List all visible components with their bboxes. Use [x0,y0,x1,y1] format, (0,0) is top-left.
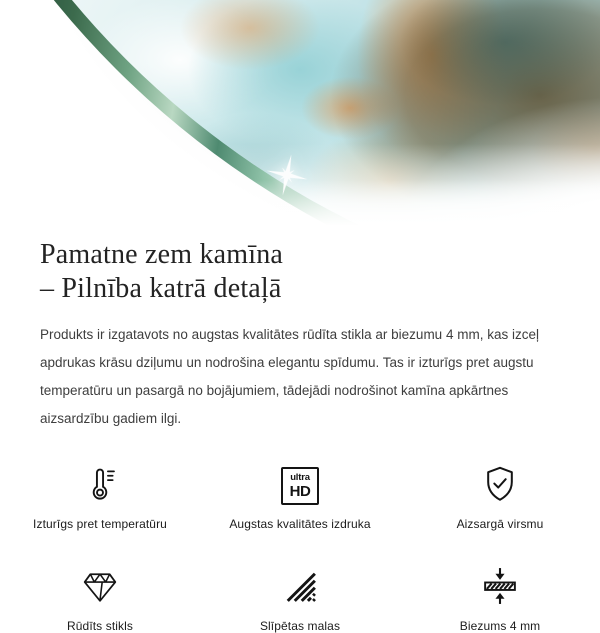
feature-label: Izturīgs pret temperatūru [33,517,167,531]
ultra-hd-icon [281,461,319,505]
thermometer-icon [79,461,121,505]
feature-item-print-quality [200,461,400,531]
content-section [0,232,600,433]
features-grid [0,461,600,633]
thickness-icon [479,563,521,607]
feature-item-thickness [400,563,600,633]
feature-label: Augstas kvalitātes izdruka [229,517,371,531]
hero-image [0,0,600,232]
intro-paragraph: Produkts ir izgatavots no augstas kvalitātes rūdīta stikla ar biezumu 4 mm, kas izceļ apdrukas krāsu dziļumu un nodrošina elegantu spīdumu. Tas ir izturīgs pret augstu temperatūru un pasargā no bojājumiem, tādejādi nodrošinot kamīna apkārtnes aizsardzību gadiem ilgi. [40,327,539,426]
feature-label: Slīpētas malas [259,619,341,633]
feature-label: Rūdīts stikls [67,619,133,633]
hero-bottom-fade [0,180,600,232]
page-title-line1: Pamatne zem kamīna [40,239,284,270]
feature-label: Aizsargā virsmu [456,517,544,531]
page-title-line2: – Pilnība katrā detaļā [40,273,282,304]
diamond-icon [79,563,121,607]
feature-item-beveled-edges [200,563,400,633]
feature-item-protects-surface [400,461,600,531]
beveled-edge-icon [279,563,321,607]
feature-item-tempered-glass [0,563,200,633]
page-title [40,238,560,306]
feature-label: Biezums 4 mm [459,619,541,633]
ultra-hd-badge-bottom: HD [289,482,311,500]
feature-item-temperature [0,461,200,531]
ultra-hd-badge-top: ultra [290,472,310,484]
shield-check-icon [479,461,521,505]
